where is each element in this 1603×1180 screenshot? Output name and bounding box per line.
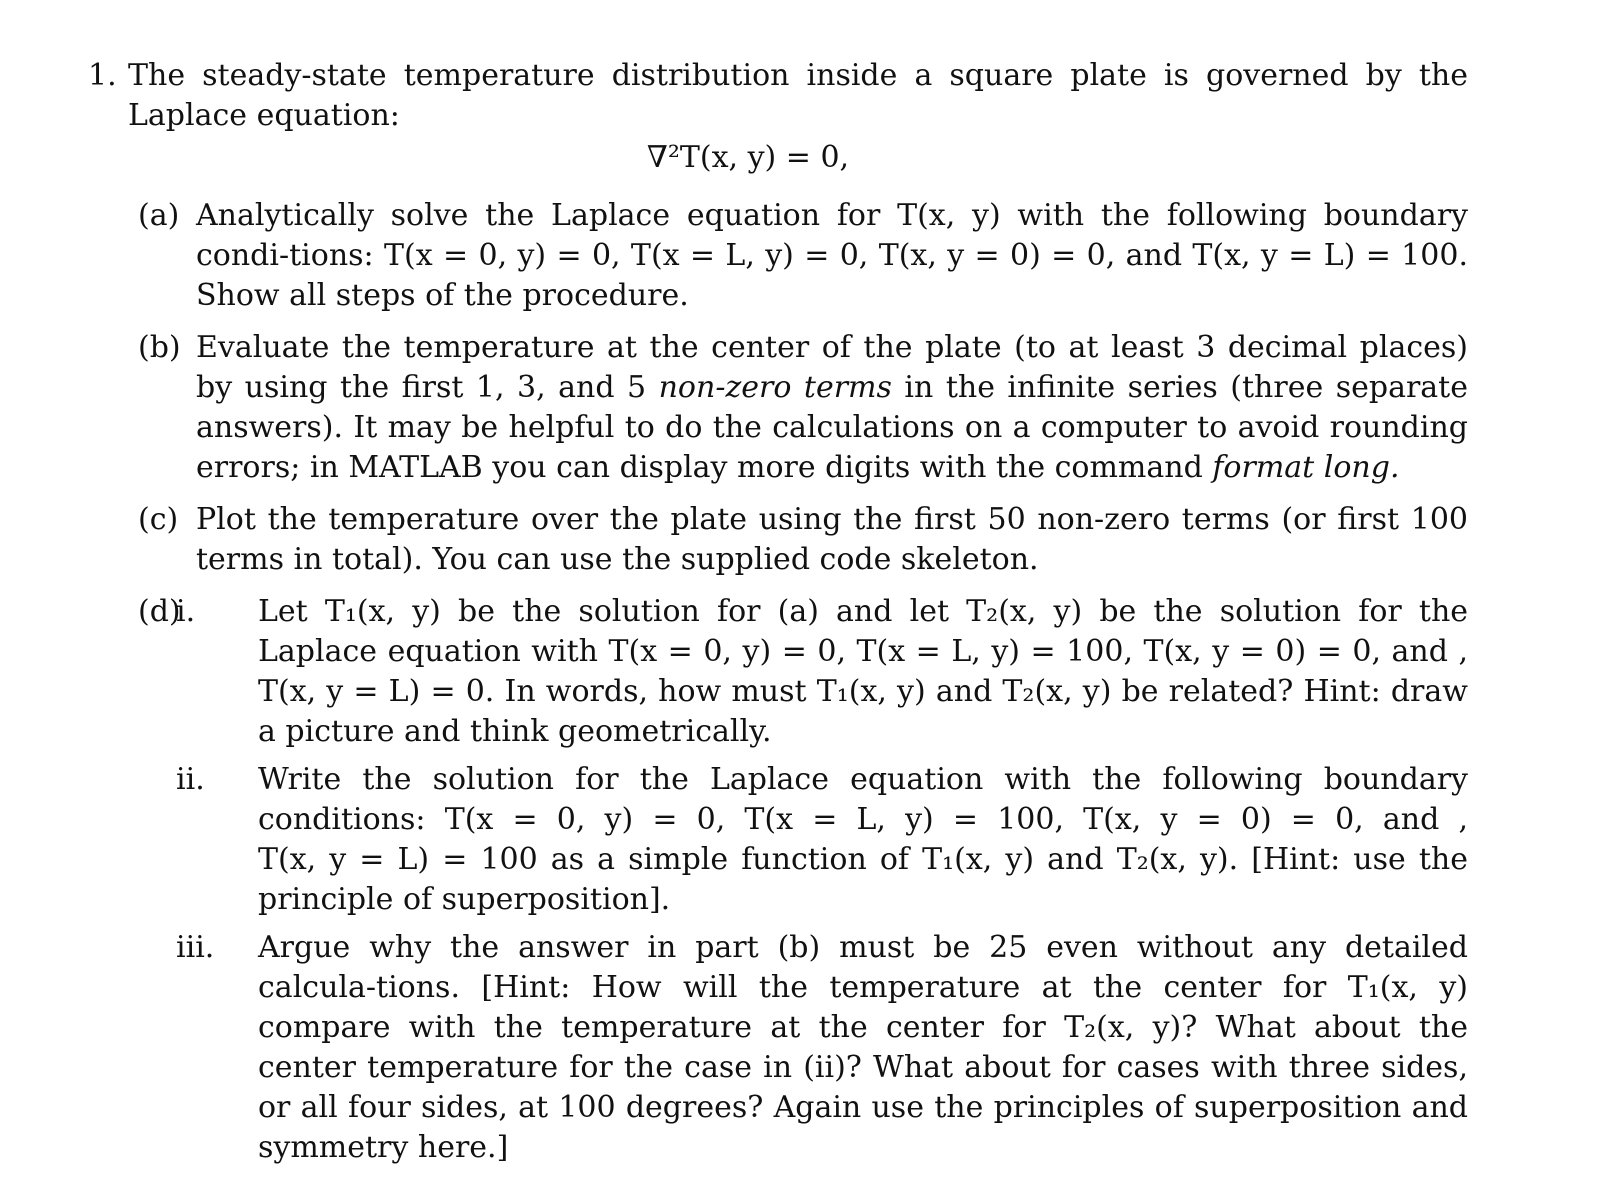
- part-b-label: (b): [138, 330, 181, 365]
- subpart-iii-label: iii.: [176, 930, 215, 965]
- subpart-i-and: and ,: [1391, 634, 1469, 669]
- subpart-iii: [176, 928, 1468, 1168]
- problem-intro: The steady-state temperature distribution inside a square plate is governed by the Laplace equation:: [128, 58, 1468, 133]
- subpart-ii-text4: [Hint: use the principle of superposition].: [258, 842, 1468, 917]
- subpart-ii-bc: T(x = 0, y) = 0, T(x = L, y) = 100, T(x, y = 0) = 0,: [444, 802, 1364, 837]
- subpart-i-m3: T₁(x, y): [816, 674, 926, 709]
- part-b: [138, 328, 1468, 488]
- subpart-i-m2: T₂(x, y): [966, 594, 1083, 629]
- part-a-bc-last: T(x, y = L) = 100.: [1192, 238, 1468, 273]
- part-a-and: and: [1125, 238, 1183, 273]
- subpart-i-text2: be the solution for (a) and let: [458, 594, 950, 629]
- part-d-label: (d): [138, 594, 181, 629]
- subpart-ii-and: and ,: [1382, 802, 1468, 837]
- part-a-tail: Show all steps of the procedure.: [196, 278, 689, 313]
- subpart-iii-text3: What about the center temperature for the case in (ii)? What about for cases with three sides, or all four sides, at 100 degrees? Again use the principles of superposition and symmetry here.]: [258, 1010, 1468, 1165]
- subpart-i-text1: Let: [258, 594, 308, 629]
- problem-1: [88, 56, 1468, 1180]
- subpart-i-bc: T(x = 0, y) = 0, T(x = L, y) = 100, T(x, y = 0) = 0,: [608, 634, 1381, 669]
- parts-list: [138, 196, 1468, 1168]
- part-c: [138, 500, 1468, 580]
- part-d-subparts: [176, 592, 1469, 1168]
- part-c-text: Plot the temperature over the plate using the first 50 non-zero terms (or first 100 terms in total). You can use the supplied code skeleton.: [196, 502, 1468, 577]
- part-d: [138, 592, 1468, 1168]
- part-b-text2: in the infinite series (three separate answers). It may be helpful to do the calculations on a computer to avoid rounding errors; in MATLAB you can display more digits with the command: [196, 370, 1468, 485]
- part-a-lead: Analytically solve the Laplace equation for T(x, y) with the following boundary condi-tions:: [196, 198, 1468, 273]
- problem-number: 1.: [88, 58, 117, 93]
- subpart-ii-m2: T₂(x, y).: [1116, 842, 1239, 877]
- subpart-iii-m1: T₁(x, y): [1347, 970, 1468, 1005]
- subpart-iii-text1: Argue why the answer in part (b) must be 25 even without any detailed calcula-tions. [Hint: How will the temperature at the center for: [258, 930, 1468, 1005]
- subpart-i-text4: In words, how must: [504, 674, 807, 709]
- subpart-iii-text2: compare with the temperature at the center for: [258, 1010, 1046, 1045]
- subpart-ii: [176, 760, 1468, 920]
- part-a-bc: T(x = 0, y) = 0, T(x = L, y) = 0, T(x, y = 0) = 0,: [384, 238, 1116, 273]
- subpart-i: [176, 592, 1469, 752]
- part-b-emph1: non-zero terms: [658, 370, 892, 405]
- part-a: [138, 196, 1468, 316]
- subpart-i-text3: be the solution for the Laplace equation with: [258, 594, 1469, 669]
- subpart-ii-m1: T₁(x, y): [922, 842, 1035, 877]
- part-c-label: (c): [138, 502, 179, 537]
- subpart-i-m4: T₂(x, y): [1002, 674, 1112, 709]
- part-a-label: (a): [138, 198, 180, 233]
- laplace-equation-text: ∇²T(x, y) = 0,: [646, 140, 850, 175]
- subpart-i-m1: T₁(x, y): [324, 594, 441, 629]
- subpart-iii-m2: T₂(x, y)?: [1064, 1010, 1198, 1045]
- subpart-i-text6: be related? Hint: draw a picture and think geometrically.: [258, 674, 1468, 749]
- subpart-ii-label: ii.: [176, 762, 205, 797]
- subpart-i-label: i.: [176, 594, 196, 629]
- subpart-ii-text3: and: [1047, 842, 1104, 877]
- subpart-ii-bc-last: T(x, y = L) = 100: [258, 842, 538, 877]
- part-b-text1: Evaluate the temperature at the center of the plate (to at least 3 decimal places) by using the first 1, 3, and 5: [196, 330, 1468, 405]
- subpart-i-bc-last: T(x, y = L) = 0.: [258, 674, 495, 709]
- subpart-ii-text1: Write the solution for the Laplace equation with the following boundary conditions:: [258, 762, 1468, 837]
- subpart-i-text5: and: [935, 674, 993, 709]
- laplace-equation: [88, 138, 1468, 178]
- part-b-emph2: format long.: [1212, 450, 1400, 485]
- subpart-ii-text2: as a simple function of: [550, 842, 910, 877]
